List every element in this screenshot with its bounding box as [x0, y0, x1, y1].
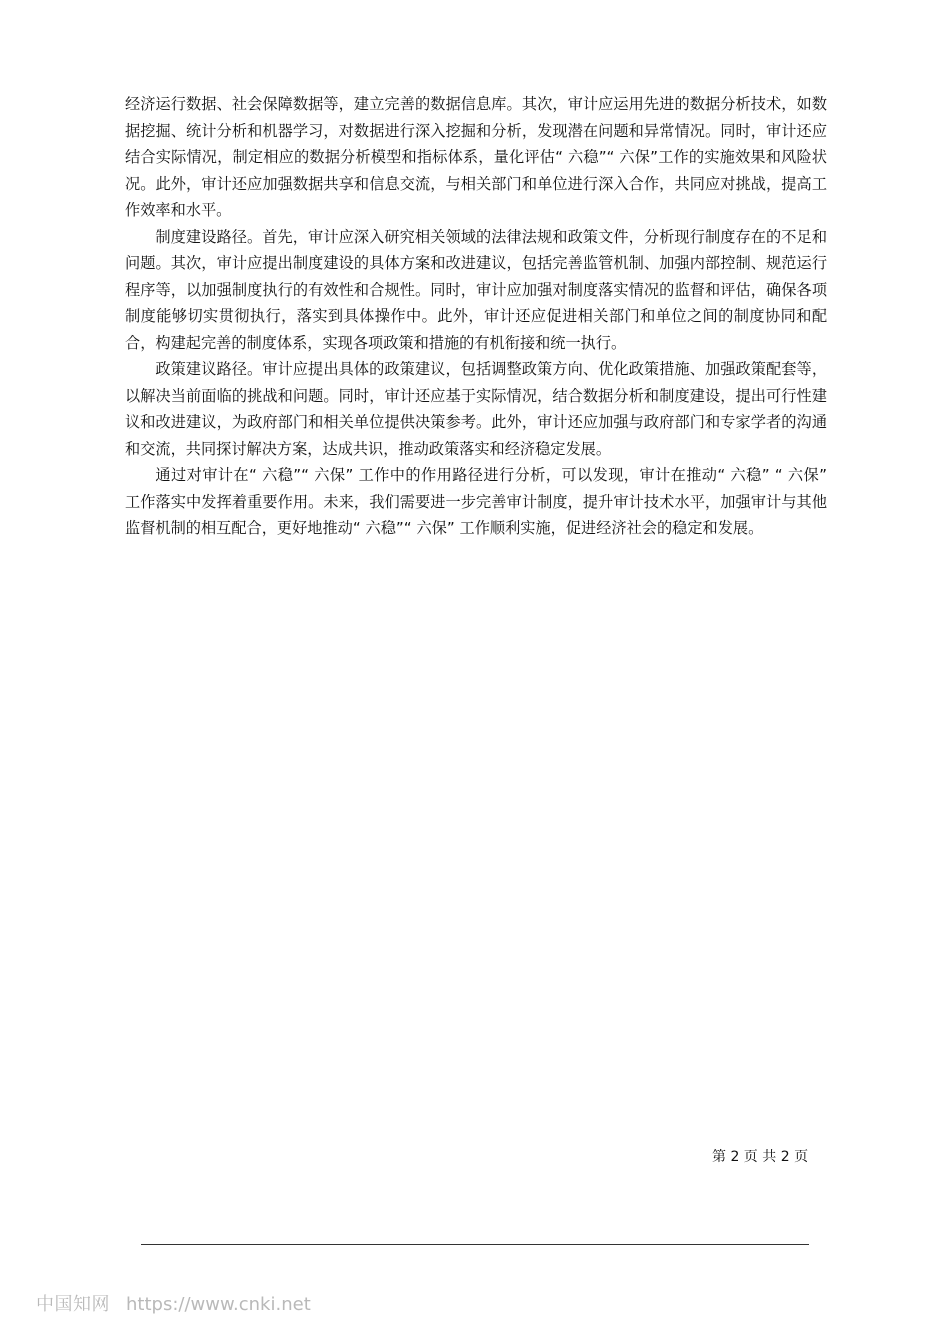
body-text — [125, 91, 827, 542]
paragraph-policy-advice: 政策建议路径。审计应提出具体的政策建议，包括调整政策方向、优化政策措施、加强政策配套等，以解决当前面临的挑战和问题。同时，审计还应基于实际情况，结合数据分析和制度建设，提出可行性建议和改进建议，为政府部门和相关单位提供决策参考。此外，审计还应加强与政府部门和专家学者的沟通和交流，共同探讨解决方案，达成共识，推动政策落实和经济稳定发展。 — [125, 360, 827, 458]
paragraph-data-analysis: 经济运行数据、社会保障数据等，建立完善的数据信息库。其次，审计应运用先进的数据分析技术，如数据挖掘、统计分析和机器学习，对数据进行深入挖掘和分析，发现潜在问题和异常情况。同时，审计还应结合实际情况，制定相应的数据分析模型和指标体系，量化评估“ 六稳”“ 六保”工作的实施效果和风险状况。此外，审计还应加强数据共享和信息交流，与相关部门和单位进行深入合作，共同应对挑战，提高工作效率和水平。 — [125, 95, 827, 219]
watermark-brand: 中国知网 — [36, 1294, 110, 1315]
page-number: 第 2 页 共 2 页 — [712, 1149, 809, 1165]
paragraph-conclusion: 通过对审计在“ 六稳”“ 六保” 工作中的作用路径进行分析，可以发现，审计在推动“ 六稳” “ 六保” 工作落实中发挥着重要作用。未来，我们需要进一步完善审计制度，提升审计技术水平，加强审计与其他监督机制的相互配合，更好地推动“ 六稳”“ 六保” 工作顺利实施，促进经济社会的稳定和发展。 — [125, 466, 827, 537]
watermark — [36, 1293, 311, 1317]
footer-divider — [141, 1244, 809, 1245]
paragraph-system-building: 制度建设路径。首先，审计应深入研究相关领域的法律法规和政策文件，分析现行制度存在的不足和问题。其次，审计应提出制度建设的具体方案和改进建议，包括完善监管机制、加强内部控制、规范运行程序等，以加强制度执行的有效性和合规性。同时，审计应加强对制度落实情况的监督和评估，确保各项制度能够切实贯彻执行，落实到具体操作中。此外，审计还应促进相关部门和单位之间的制度协同和配合，构建起完善的制度体系，实现各项政策和措施的有机衔接和统一执行。 — [125, 227, 827, 352]
watermark-url: https://www.cnki.net — [126, 1294, 311, 1315]
